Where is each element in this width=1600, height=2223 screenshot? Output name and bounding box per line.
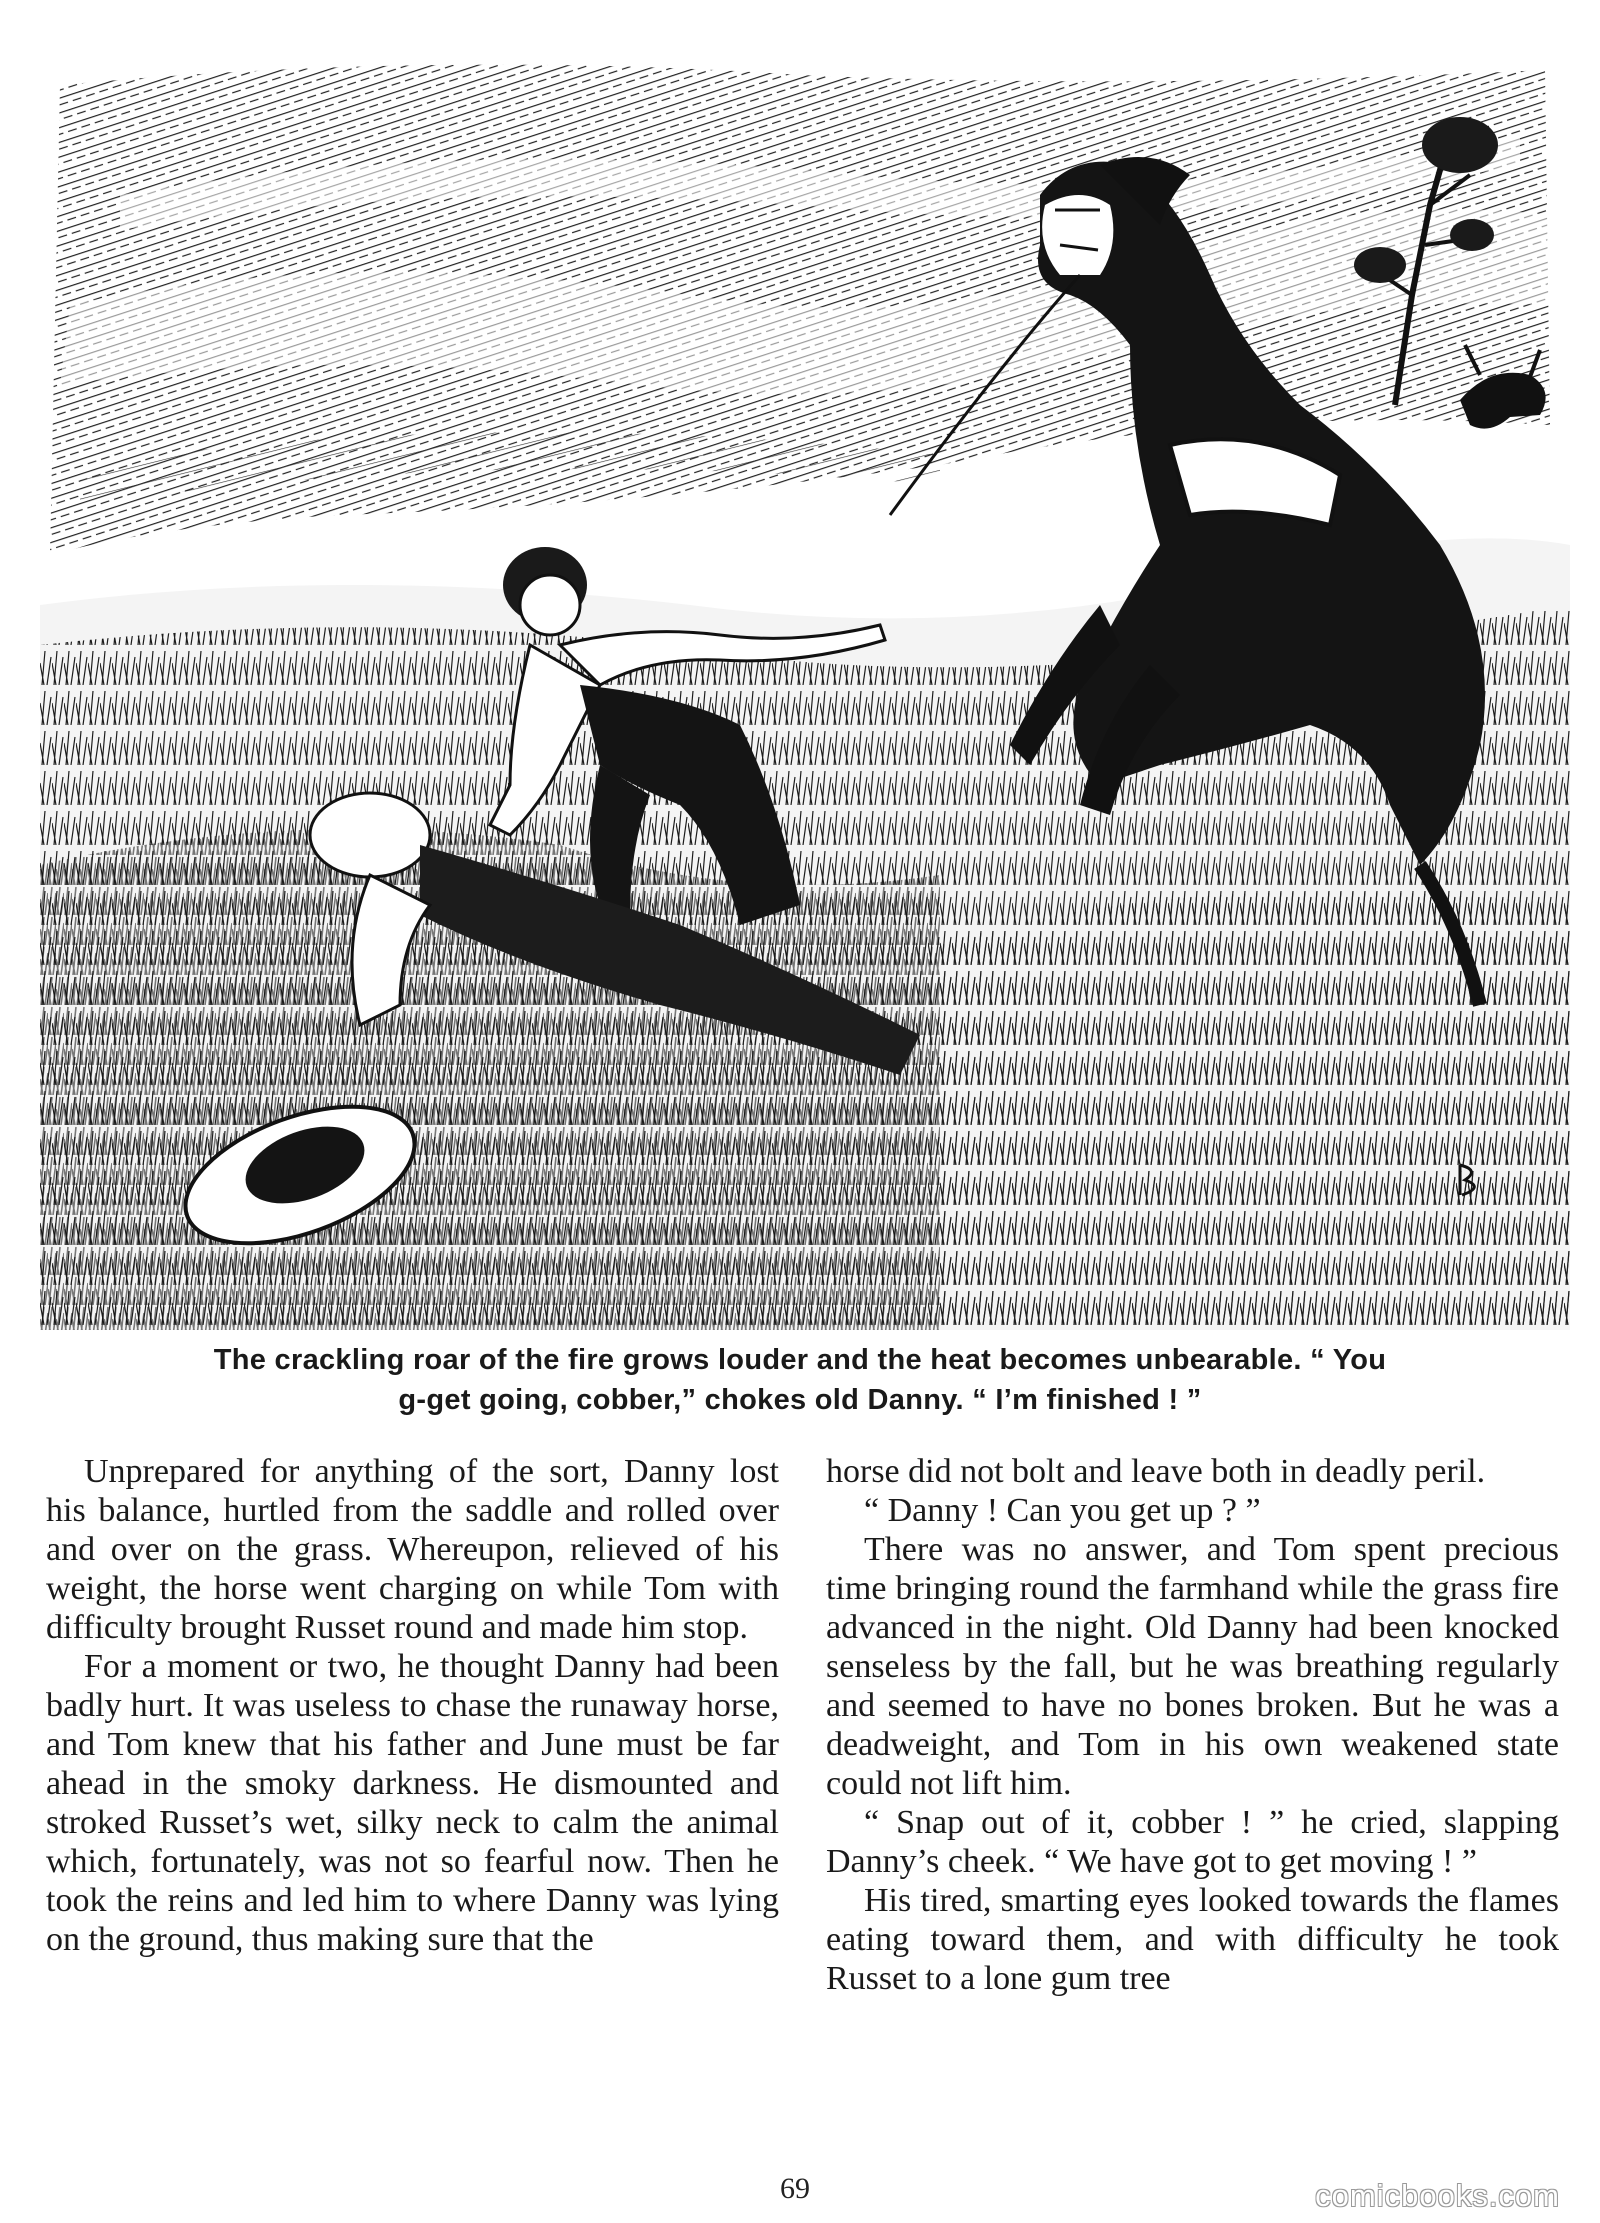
page-number: 69	[780, 2172, 810, 2205]
text-column-left	[46, 1452, 779, 1959]
illustration-caption	[60, 1340, 1540, 1420]
paragraph: Unprepared for anything of the sort, Danny lost his balance, hurtled from the saddle and rolled over and over on the grass. Whereupon, relieved of his weight, the horse went charging on while Tom with difficulty brought Russet round and made him stop.	[46, 1453, 779, 1646]
paragraph: For a moment or two, he thought Danny had been badly hurt. It was useless to chase the runaway horse, and Tom knew that his father and June must be far ahead in the smoky darkness. He dismounted and stroked Russet’s wet, silky neck to calm the animal which, fortunately, was not so fearful now. Then he took the reins and led him to where Danny was lying on the ground, thus making sure that the	[46, 1648, 779, 1958]
caption-line-1: The crackling roar of the fire grows louder and the heat becomes unbearable. “ You	[213, 1344, 1387, 1376]
text-column-right	[826, 1452, 1559, 1998]
paragraph: horse did not bolt and leave both in deadly peril.	[826, 1453, 1486, 1490]
illustration	[40, 45, 1570, 1330]
paragraph: “ Danny ! Can you get up ? ”	[864, 1492, 1261, 1529]
paragraph: There was no answer, and Tom spent precious time bringing round the farmhand while the grass fire advanced in the night. Old Danny had been knocked senseless by the fall, but he was breathing regularly and seemed to have no bones broken. But he was a deadweight, and Tom in his own weakened state could not lift him.	[826, 1531, 1559, 1802]
paragraph: His tired, smarting eyes looked towards the flames eating toward them, and with difficulty he took Russet to a lone gum tree	[826, 1882, 1559, 1997]
watermark: comicbooks.com	[1315, 2178, 1560, 2213]
paragraph: “ Snap out of it, cobber ! ” he cried, slapping Danny’s cheek. “ We have got to get moving ! ”	[826, 1804, 1559, 1880]
caption-line-2: g-get going, cobber,” chokes old Danny. “ I’m finished ! ”	[398, 1384, 1202, 1416]
